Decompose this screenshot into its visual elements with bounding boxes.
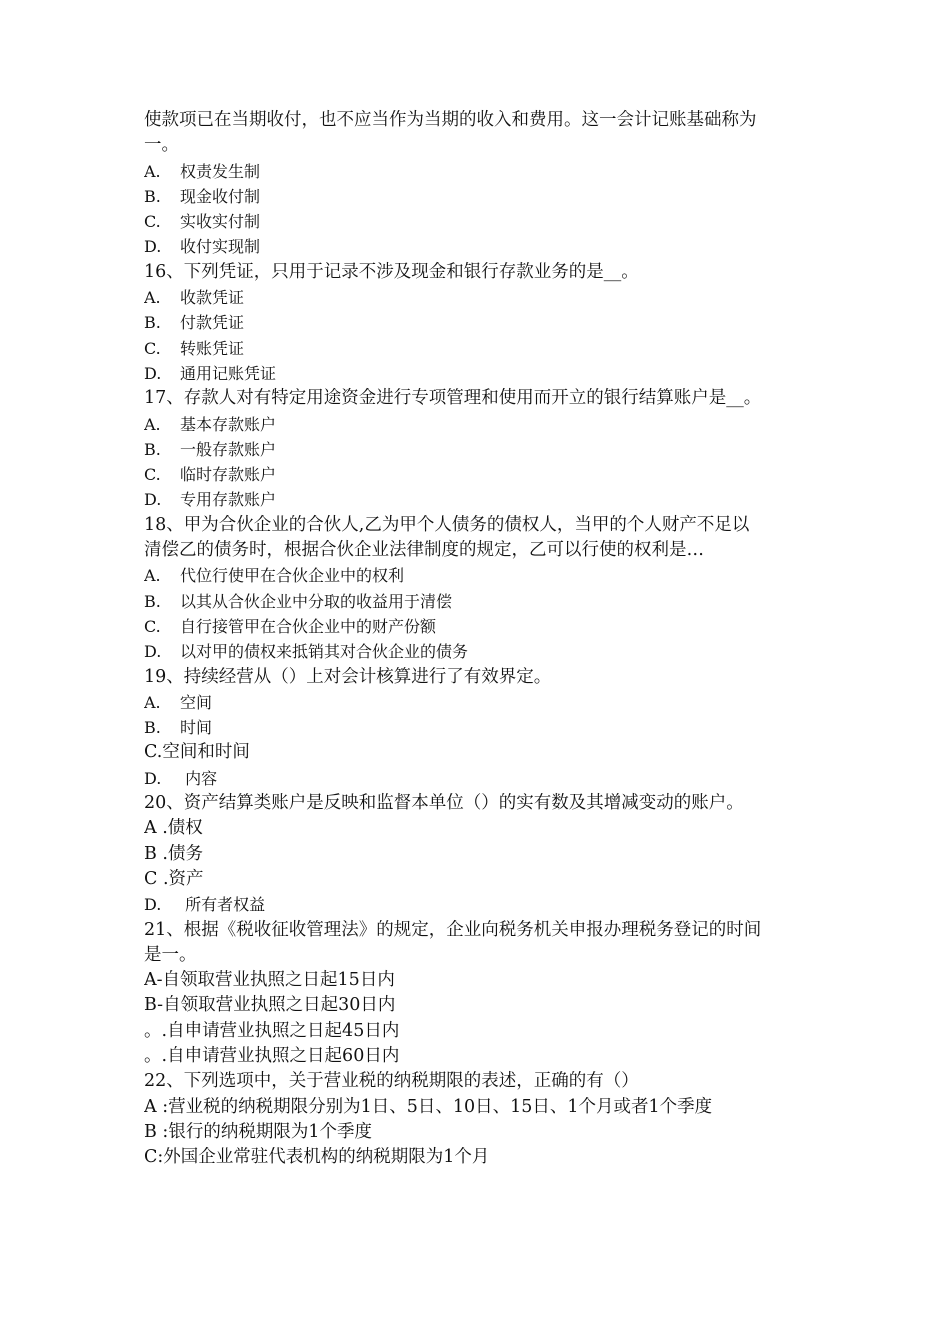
option-label: D.	[144, 490, 162, 510]
option-text: 所有者权益	[180, 895, 266, 915]
answer-option	[144, 285, 834, 310]
option-text: 实收实付制	[180, 212, 261, 232]
option-text: 内容	[180, 768, 218, 788]
option-text: 通用记账凭证	[180, 363, 277, 383]
answer-option	[144, 766, 834, 791]
option-label: C.	[144, 616, 161, 636]
question-text-line: B .债务	[144, 843, 203, 864]
option-label: A.	[144, 566, 161, 586]
option-text: 时间	[180, 718, 213, 738]
option-text: 权责发生制	[180, 161, 261, 181]
option-text: 空间	[180, 692, 213, 712]
option-label: A.	[144, 414, 161, 434]
answer-option	[144, 487, 834, 512]
option-label: B.	[144, 591, 161, 611]
option-text: 基本存款账户	[180, 414, 277, 434]
question-text-line: 使款项已在当期收付，也不应当作为当期的收入和费用。这一会计记账基础称为	[144, 110, 757, 130]
option-text: 收付实现制	[180, 237, 261, 257]
answer-option	[144, 361, 834, 386]
question-text-line: B :银行的纳税期限为1个季度	[144, 1121, 372, 1142]
question-text-line: A :营业税的纳税期限分别为1日、5日、10日、15日、1个月或者1个季度	[144, 1096, 713, 1117]
answer-option	[144, 184, 834, 209]
option-text: 自行接管甲在合伙企业中的财产份额	[180, 616, 437, 636]
question-text-line: 20、资产结算类账户是反映和监督本单位（）的实有数及其增减变动的账户。	[144, 793, 744, 814]
option-text: 以对甲的债权来抵销其对合伙企业的债务	[180, 642, 469, 662]
option-label: C.	[144, 465, 161, 485]
question-text-line: 清偿乙的债务时，根据合伙企业法律制度的规定，乙可以行使的权利是…	[144, 540, 704, 561]
option-text: 一般存款账户	[180, 439, 277, 459]
answer-option	[144, 159, 834, 184]
option-label: B.	[144, 439, 161, 459]
question-text-line: C .资产	[144, 868, 204, 889]
option-label: D.	[144, 642, 162, 662]
answer-option	[144, 892, 834, 917]
option-label: A.	[144, 692, 161, 712]
question-text-line: 22、下列选项中，关于营业税的纳税期限的表述，正确的有（）	[144, 1071, 639, 1092]
option-label: A.	[144, 161, 161, 181]
answer-option	[144, 715, 834, 740]
option-label: B.	[144, 718, 161, 738]
option-label: B.	[144, 186, 161, 206]
option-text: 转账凭证	[180, 338, 245, 358]
answer-option	[144, 336, 834, 361]
option-text: 代位行使甲在合伙企业中的权利	[180, 566, 405, 586]
answer-option	[144, 234, 834, 259]
answer-option	[144, 639, 834, 664]
option-text: 付款凭证	[180, 313, 245, 333]
answer-option	[144, 437, 834, 462]
option-label: D.	[144, 363, 162, 383]
answer-option	[144, 563, 834, 588]
question-text-line: 18、甲为合伙企业的合伙人,乙为甲个人债务的债权人，当甲的个人财产不足以	[144, 514, 750, 535]
question-text-line: 一。	[144, 135, 179, 156]
answer-option	[144, 589, 834, 614]
answer-option	[144, 412, 834, 437]
question-text-line: 17、存款人对有特定用途资金进行专项管理和使用而开立的银行结算账户是__。	[144, 388, 762, 409]
answer-option	[144, 462, 834, 487]
answer-option	[144, 310, 834, 335]
option-label: C.	[144, 338, 161, 358]
option-label: B.	[144, 313, 161, 333]
document-body	[144, 108, 834, 1170]
option-text: 收款凭证	[180, 288, 245, 308]
option-label: C.	[144, 212, 161, 232]
question-text-line: 16、下列凭证，只用于记录不涉及现金和银行存款业务的是__。	[144, 261, 639, 282]
question-text-line: A .债权	[144, 818, 203, 839]
question-text-line: 21、根据《税收征收管理法》的规定，企业向税务机关申报办理税务登记的时间	[144, 919, 762, 940]
option-text: 专用存款账户	[180, 490, 277, 510]
answer-option	[144, 690, 834, 715]
question-text-line: B-自领取营业执照之日起30日内	[144, 995, 396, 1016]
answer-option	[144, 614, 834, 639]
option-label: D.	[144, 895, 162, 915]
question-text-line: 。.自申请营业执照之日起60日内	[144, 1045, 400, 1066]
option-label: D.	[144, 768, 162, 788]
question-text-line: C.空间和时间	[144, 742, 250, 763]
option-label: A.	[144, 288, 161, 308]
option-text: 临时存款账户	[180, 465, 277, 485]
question-text-line: 。.自申请营业执照之日起45日内	[144, 1020, 400, 1041]
option-text: 现金收付制	[180, 186, 261, 206]
option-label: D.	[144, 237, 162, 257]
option-text: 以其从合伙企业中分取的收益用于清偿	[180, 591, 453, 611]
question-text-line: 19、持续经营从（）上对会计核算进行了有效界定。	[144, 666, 552, 687]
answer-option	[144, 209, 834, 234]
question-text-line: 是一。	[144, 944, 197, 965]
question-text-line: C:外国企业常驻代表机构的纳税期限为1个月	[144, 1147, 490, 1168]
question-text-line: A-自领取营业执照之日起15日内	[144, 970, 395, 991]
